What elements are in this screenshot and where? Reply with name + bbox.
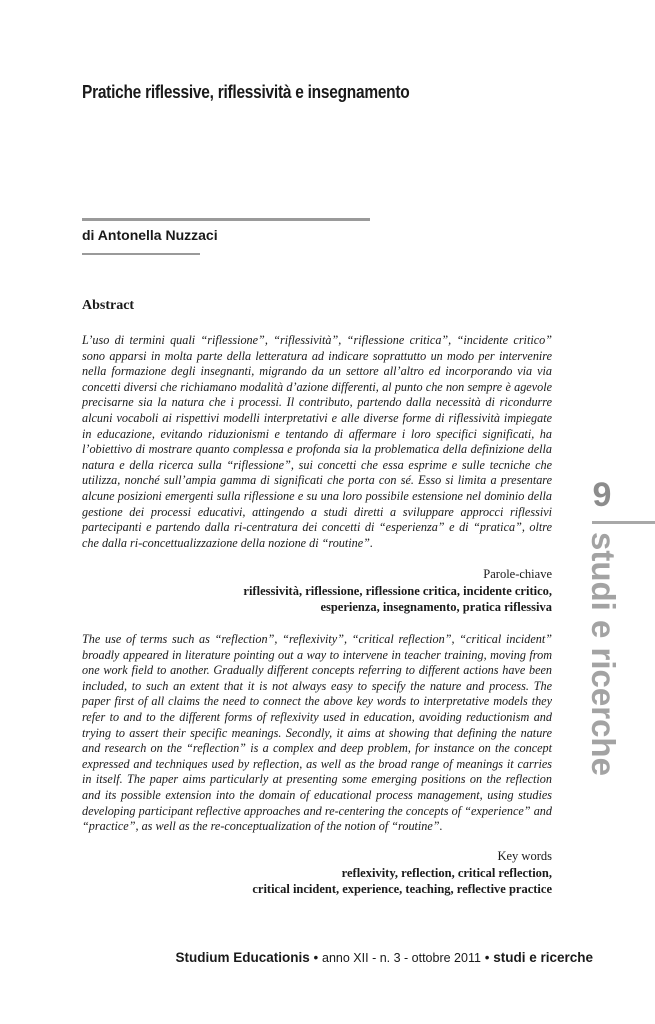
footer-bullet-1: •	[313, 950, 319, 965]
abstract-italian: L’uso di termini quali “riflessione”, “riflessività”, “riflessione critica”, “incidente critico” sono apparsi in molta parte della letteratura ad indicare soprattutto un modo per intervenire nella formazione degli insegnanti, migrando da un settore all’altro ed incorporando via via concetti diversi che richiamano modalità d’azione differenti, al punto che non sempre è agevole precisarne sia la natura che i processi. Il contributo, partendo dalla necessità di ricondurre alcuni vocaboli ai rispettivi modelli interpretativi e alle diverse forme di riflessività impiegate in educazione, evitando riduzionismi e tentando di affermare i loro specifici significati, ha l’obiettivo di mostrare quanto complessa e profonda sia la problematica della definizione della natura e della ricerca sulla “riflessione”, sui concetti che essa esprime e sulle tecniche che utilizza, nonché sull’ampia gamma di significati che porta con sé. Esso si limita a presentare alcune posizioni emergenti sulla riflessione e su una loro possibile estensione nel dominio della gestione dei processi educativi, attingendo a studi diretti a sviluppare approcci riflessivi partecipanti e partendo dalla ri-centratura dei concetti di “esperienza” e di “pratica”, oltre che dalla ri-concettualizzazione della nozione di “routine”.	[82, 333, 552, 550]
english-keywords-label: Key words	[497, 849, 552, 863]
page-footer	[176, 950, 594, 965]
footer-section: studi e ricerche	[493, 950, 593, 965]
side-tab-bar	[592, 521, 655, 524]
section-side-label: studi e ricerche	[585, 532, 622, 776]
article-title: Pratiche riflessive, riflessività e insegnamento	[82, 82, 410, 102]
italian-keywords-line-2: esperienza, insegnamento, pratica riflessiva	[320, 600, 552, 614]
page-number: 9	[592, 476, 612, 514]
italian-keywords	[243, 566, 552, 616]
italian-keywords-line-1: riflessività, riflessione, riflessione critica, incidente critico,	[243, 583, 552, 598]
title-divider-long	[82, 218, 370, 221]
italian-keywords-label: Parole-chiave	[483, 567, 552, 581]
abstract-english: The use of terms such as “reflection”, “reflexivity”, “critical reflection”, “critical incident” broadly appeared in literature pointing out a way to intervene in teacher training, moving from one work field to another. Gradually different concepts referring to different actions have been included, to such an extent that it is not always easy to specify the nature and process. The paper first of all claims the need to connect the above key words to interpretative models they refer to and to the different forms of reflexivity used in education, avoiding reductionism and trying to assert their specific meanings. Secondly, it aims at showing that defining the nature and research on the “reflection” is a complex and deep problem, for instance on the concept expressed and techniques used by reflection, as well as the broad range of meanings it carries in itself. The paper aims particularly at presenting some emerging positions on the reflection and its possible extension into the domain of educational process management, using studies developing participant reflective approaches and re-centering the concepts of “experience” and “practice”, as well as the re-conceptualization of the notion of “routine”.	[82, 632, 552, 834]
author-byline: di Antonella Nuzzaci	[82, 227, 218, 243]
footer-journal: Studium Educationis	[175, 950, 310, 965]
footer-bullet-2: •	[484, 950, 490, 965]
english-keywords-line-1: reflexivity, reflection, critical reflection,	[341, 865, 552, 880]
english-keywords	[252, 848, 552, 898]
title-divider-short	[82, 253, 200, 255]
abstract-heading: Abstract	[82, 298, 135, 313]
footer-issue: anno XII - n. 3 - ottobre 2011	[322, 951, 481, 965]
english-keywords-line-2: critical incident, experience, teaching, reflective practice	[252, 882, 552, 896]
